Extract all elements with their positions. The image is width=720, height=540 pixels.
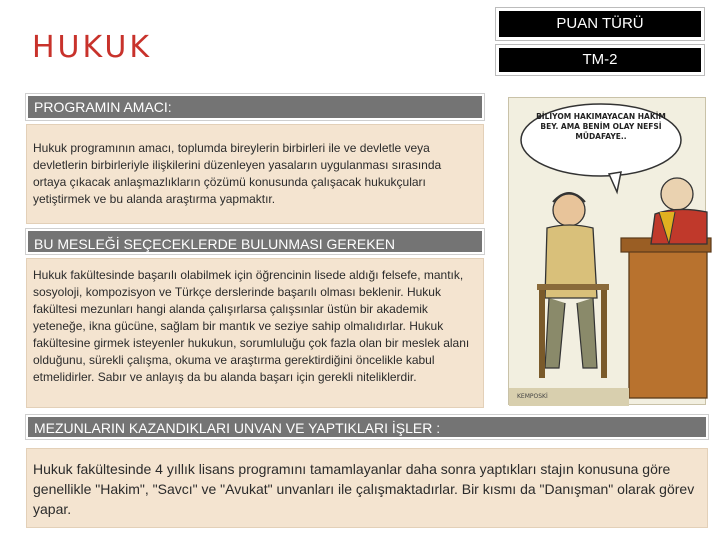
speech-bubble-text: BİLİYOM HAKIMAYACAN HAKİM BEY. AMA BENİM OLAY NEFSİ MÜDAFAYE.. [536, 112, 666, 141]
courtroom-cartoon-image [508, 97, 706, 405]
speech-bubble-text-box [533, 112, 669, 168]
aim-body: Hukuk programının amacı, toplumda bireylerin birbirleri ile ve devletle veya devletlerin birbirleriyle ilişkilerini düzenleyen yasaların uygulanması sırasında ortaya çıkacak anlaşmazlıkların çözümü konusunda çalışacak hukukçuları yetiştirmek ve bu alanda araştırma yapmaktır. [26, 124, 484, 224]
careers-body: Hukuk fakültesinde 4 yıllık lisans programını tamamlayanlar daha sonra yaptıkları stajın konusuna göre genellikle "Hakim", "Savcı" ve "Avukat" unvanları ile çalışmaktadırlar. Bir kısmı da "Danışman" olarak görev yapar. [26, 448, 708, 528]
page-title: HUKUK [32, 30, 153, 65]
cartoon-drawing [509, 98, 707, 406]
cartoon-signature: KEMPOSKİ [517, 393, 548, 400]
aim-heading: PROGRAMIN AMACI: [26, 94, 484, 120]
score-type-value: TM-2 [496, 45, 704, 75]
qualities-heading: BU MESLEĞİ SEÇECEKLERDE BULUNMASI GEREKEN [26, 229, 484, 254]
careers-heading: MEZUNLARIN KAZANDIKLARI UNVAN VE YAPTIKLARI İŞLER : [26, 415, 708, 439]
score-type-label: PUAN TÜRÜ [496, 8, 704, 40]
qualities-body: Hukuk fakültesinde başarılı olabilmek için öğrencinin lisede aldığı felsefe, mantık, sosyoloji, kompozisyon ve Türkçe derslerinde başarılı olması beklenir. Hukuk fakültesi mezunları hangi alanda çalışırlarsa çalışsınlar üstün bir akademik yeteneğe, ikna gücüne, sağlam bir mantık ve seziye sahip olmalıdırlar. Hukuk fakültesine girmek isteyenler hukukun, sorumluluğu çok fazla olan bir meslek alanı olduğunu, sürekli çalışma, okuma ve araştırma gerektirdiğini öncelikle kabul etmelidirler. Sabır ve anlayış da bu alanda başarı için gerekli niteliklerdir. [26, 258, 484, 408]
